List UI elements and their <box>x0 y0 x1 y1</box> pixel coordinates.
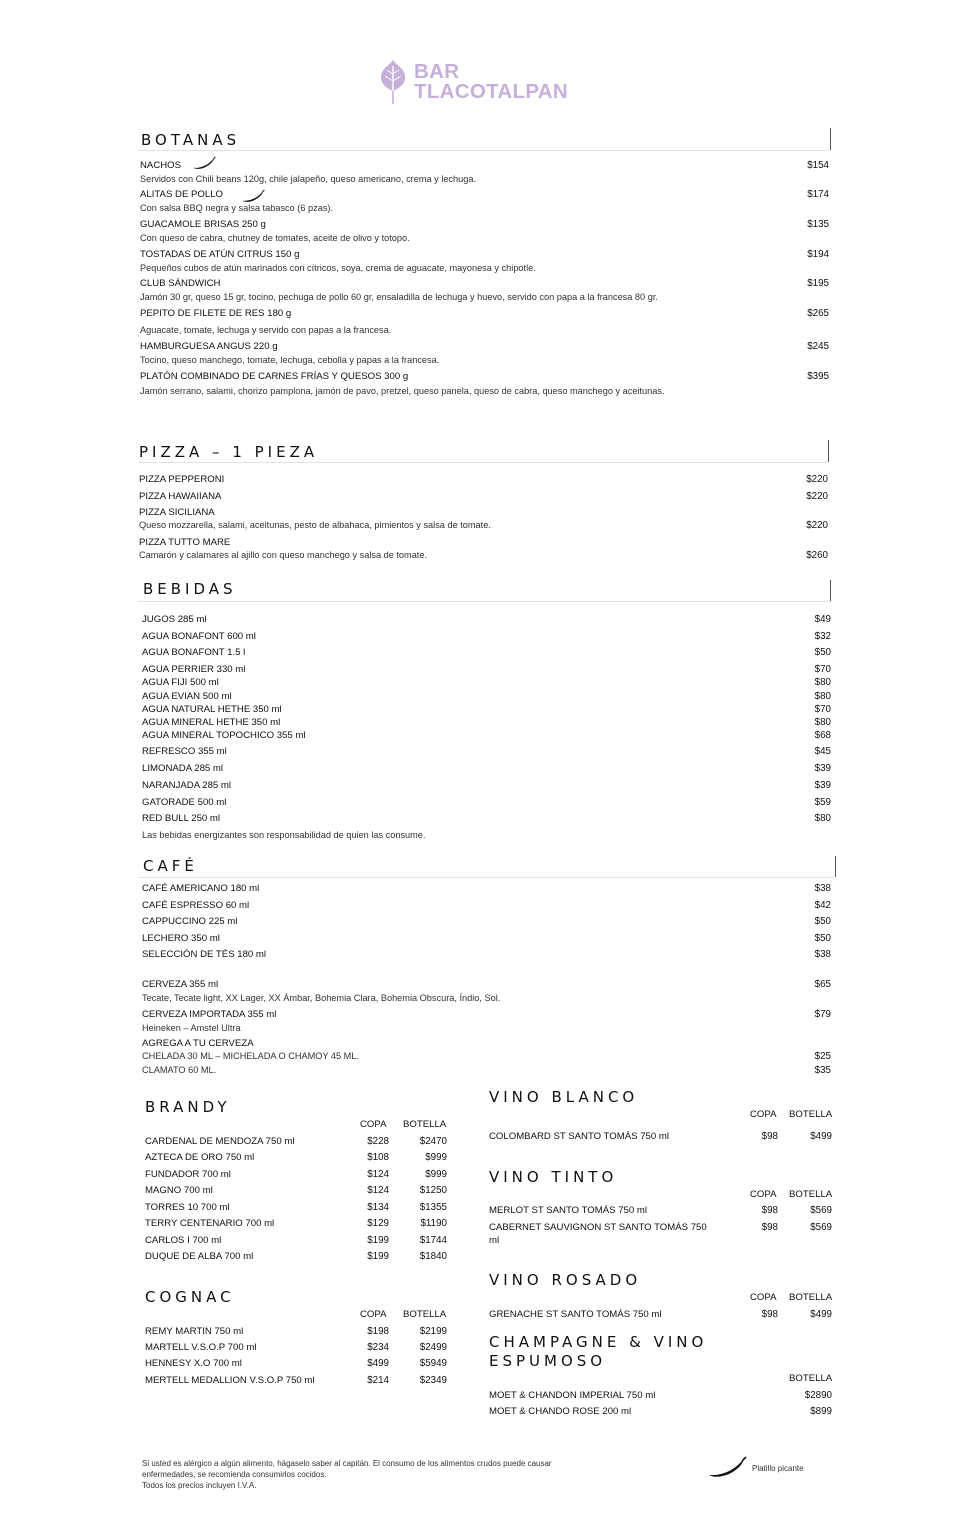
menu-item-name: PIZZA TUTTO MARE <box>139 537 231 548</box>
divider <box>138 462 828 463</box>
menu-item-name: REMY MARTIN 750 ml <box>145 1326 244 1337</box>
section-title-brandy: BRANDY <box>145 1098 231 1116</box>
section-title-vino-tinto: VINO TINTO <box>489 1168 618 1186</box>
menu-item-name: AGUA BONAFONT 600 ml <box>142 631 256 642</box>
menu-item-price: $220 <box>806 491 828 502</box>
menu-item-name: AGUA EVIAN 500 ml <box>142 691 232 702</box>
menu-item-name: HAMBURGUESA ANGUS 220 g <box>140 341 278 352</box>
price-copa: $134 <box>367 1202 389 1213</box>
column-header-botella: BOTELLA <box>789 1189 833 1200</box>
menu-item-name: GATORADE 500 ml <box>142 797 227 808</box>
column-header-copa: COPA <box>750 1109 777 1120</box>
column-header-copa: COPA <box>750 1292 777 1303</box>
menu-item-desc: Queso mozzarella, salami, aceitunas, pesto de albahaca, pimientos y salsa de tomate. <box>139 520 491 530</box>
section-title-botanas: BOTANAS <box>141 131 241 149</box>
bebidas-note: Las bebidas energizantes son responsabilidad de quien las consume. <box>142 830 426 840</box>
menu-item-price: $220 <box>806 474 828 485</box>
menu-item-name: AGUA MINERAL HETHE 350 ml <box>142 717 281 728</box>
price-botella: $1355 <box>419 1202 447 1213</box>
menu-item-price: $39 <box>814 780 831 791</box>
menu-item-name: CAFÉ AMERICANO 180 ml <box>142 883 260 894</box>
leaf-icon <box>378 58 408 106</box>
footer-tax-note: Todos los precios incluyen I.V.A. <box>142 1481 257 1490</box>
menu-item-name: CABERNET SAUVIGNON ST SANTO TOMÁS 750 <box>489 1222 707 1233</box>
menu-item-price: $80 <box>814 717 831 728</box>
menu-item-price: $70 <box>814 664 831 675</box>
menu-item-name: NACHOS <box>140 160 182 171</box>
menu-item-price: $154 <box>807 160 829 171</box>
menu-item-price: $59 <box>814 797 831 808</box>
menu-item-price: $65 <box>814 979 831 990</box>
column-header-botella: BOTELLA <box>403 1309 447 1320</box>
menu-item-name: PIZZA SICILIANA <box>139 507 215 518</box>
price-botella: $2890 <box>804 1390 832 1401</box>
menu-item-name: TERRY CENTENARIO 700 ml <box>145 1218 275 1229</box>
menu-item-desc: Con queso de cabra, chutney de tomates, aceite de olivo y totopo. <box>140 233 410 243</box>
menu-item-name: HENNESY X.O 700 ml <box>145 1358 242 1369</box>
price-botella: $999 <box>425 1169 447 1180</box>
price-botella: $569 <box>810 1222 832 1233</box>
section-title-bebidas: BEBIDAS <box>143 580 237 598</box>
price-botella: $2199 <box>419 1326 447 1337</box>
menu-item-name: RED BULL 250 ml <box>142 813 221 824</box>
divider-tick <box>828 440 829 462</box>
menu-item-name: MOET & CHANDON IMPERIAL 750 ml <box>489 1390 656 1401</box>
menu-item-price: $194 <box>807 249 829 260</box>
menu-item-name: NARANJADA 285 ml <box>142 780 232 791</box>
addon-price: $25 <box>814 1051 831 1062</box>
menu-item-price: $45 <box>814 746 831 757</box>
menu-item-price: $135 <box>807 219 829 230</box>
price-botella: $2349 <box>419 1375 447 1386</box>
column-header-botella: BOTELLA <box>789 1292 833 1303</box>
section-title-vino-rosado: VINO ROSADO <box>489 1271 642 1289</box>
menu-item-desc: Jamón serrano, salami, chorizo pamplona, jamón de pavo, pretzel, queso panela, queso de cabra, queso manchego y aceitunas. <box>140 386 665 396</box>
menu-item-name: ALITAS DE POLLO <box>140 189 223 200</box>
price-botella: $1840 <box>419 1251 447 1262</box>
menu-item-name: AGUA FIJI 500 ml <box>142 677 219 688</box>
menu-item-name: SELECCIÓN DE TÉS 180 ml <box>142 949 267 960</box>
menu-item-price: $195 <box>807 278 829 289</box>
menu-item-name: LECHERO 350 ml <box>142 933 220 944</box>
menu-item-desc: Pequeños cubos de atún marinados con cítricos, soya, crema de aguacate, mayonesa y chipotle. <box>140 263 536 273</box>
menu-item-name: MERTELL MEDALLION V.S.O.P 750 ml <box>145 1375 315 1386</box>
menu-item-name: CARLOS I 700 ml <box>145 1235 222 1246</box>
price-copa: $214 <box>367 1375 389 1386</box>
menu-item-name: MERLOT ST SANTO TOMÁS 750 ml <box>489 1205 647 1216</box>
divider <box>138 877 835 878</box>
menu-item-name: CERVEZA 355 ml <box>142 979 219 990</box>
column-header-copa: COPA <box>360 1309 387 1320</box>
menu-item-name: MOET & CHANDO ROSE 200 ml <box>489 1406 632 1417</box>
menu-item-name: AGUA PERRIER 330 ml <box>142 664 246 675</box>
price-copa: $98 <box>761 1131 778 1142</box>
menu-item-name: AGUA BONAFONT 1.5 l <box>142 647 246 658</box>
menu-item-desc: Con salsa BBQ negra y salsa tabasco (6 pzas). <box>140 203 334 213</box>
menu-item-desc: Jamón 30 gr, queso 15 gr, tocino, pechuga de pollo 60 gr, ensaladilla de lechuga y huevo, servido con papa a la francesa 80 gr. <box>140 292 658 302</box>
price-botella: $499 <box>810 1131 832 1142</box>
menu-item-name: GRENACHE ST SANTO TOMÁS 750 ml <box>489 1309 662 1320</box>
section-title-champagne-line2: ESPUMOSO <box>489 1352 607 1370</box>
menu-item-price: $50 <box>814 647 831 658</box>
menu-item-price: $38 <box>814 883 831 894</box>
section-title-champagne: CHAMPAGNE & VINO <box>489 1333 708 1351</box>
column-header-botella: BOTELLA <box>789 1109 833 1120</box>
menu-item-price: $395 <box>807 371 829 382</box>
price-copa: $199 <box>367 1235 389 1246</box>
chili-pepper-icon <box>241 189 265 203</box>
legend-label: Platillo picante <box>752 1464 804 1473</box>
price-copa: $129 <box>367 1218 389 1229</box>
divider <box>138 150 830 151</box>
menu-item-name: LIMONADA 285 ml <box>142 763 224 774</box>
brand-logo <box>378 58 598 110</box>
brand-name <box>414 62 568 102</box>
menu-item-name: MAGNO 700 ml <box>145 1185 213 1196</box>
price-botella: $1250 <box>419 1185 447 1196</box>
menu-item-desc: Aguacate, tomate, lechuga y servido con papas a la francesa. <box>140 325 392 335</box>
menu-item-name: PLATÓN COMBINADO DE CARNES FRÍAS Y QUESOS 300 g <box>140 371 409 382</box>
menu-item-price: $174 <box>807 189 829 200</box>
menu-item-desc: Camarón y calamares al ajillo con queso manchego y salsa de tomate. <box>139 550 428 560</box>
menu-item-price: $49 <box>814 614 831 625</box>
menu-item-name: TOSTADAS DE ATÚN CITRUS 150 g <box>140 249 300 260</box>
column-header-botella: BOTELLA <box>789 1373 833 1384</box>
menu-item-name: TORRES 10 700 ml <box>145 1202 230 1213</box>
menu-item-desc: Heineken – Amstel Ultra <box>142 1023 241 1033</box>
menu-item-price: $38 <box>814 949 831 960</box>
column-header-copa: COPA <box>360 1119 387 1130</box>
section-title-vino-blanco: VINO BLANCO <box>489 1088 639 1106</box>
menu-item-name: PIZZA PEPPERONI <box>139 474 225 485</box>
menu-item-desc: Tocino, queso manchego, tomate, lechuga, cebolla y papas a la francesa. <box>140 355 440 365</box>
brand-line2: TLACOTALPAN <box>414 80 568 103</box>
addon-option: CLAMATO 60 ML. <box>142 1065 217 1075</box>
price-copa: $499 <box>367 1358 389 1369</box>
chili-pepper-icon <box>192 156 216 170</box>
price-copa: $124 <box>367 1169 389 1180</box>
divider-tick <box>835 856 836 877</box>
menu-item-desc: Tecate, Tecate light, XX Lager, XX Ámbar, Bohemia Clara, Bohemia Obscura, Índio, Sol. <box>142 993 501 1003</box>
menu-item-price: $245 <box>807 341 829 352</box>
menu-item-name: PIZZA HAWAIIANA <box>139 491 222 502</box>
column-header-copa: COPA <box>750 1189 777 1200</box>
divider <box>138 601 830 602</box>
menu-item-price: $42 <box>814 900 831 911</box>
menu-item-desc: Servidos con Chili beans 120g, chile jalapeño, queso americano, crema y lechuga. <box>140 174 477 184</box>
menu-item-name: GUACAMOLE BRISAS 250 g <box>140 219 266 230</box>
menu-item-name: CLUB SÁNDWICH <box>140 278 221 289</box>
section-title-pizza: PIZZA – 1 PIEZA <box>139 443 319 461</box>
menu-item-name: JUGOS 285 ml <box>142 614 207 625</box>
menu-item-name: CERVEZA IMPORTADA 355 ml <box>142 1009 277 1020</box>
menu-item-name-cont: ml <box>489 1235 500 1246</box>
footer-disclaimer-line2: enfermedades, se recomienda consumirlos cocidos. <box>142 1470 327 1479</box>
addon-price: $35 <box>814 1065 831 1076</box>
column-header-botella: BOTELLA <box>403 1119 447 1130</box>
menu-item-price: $32 <box>814 631 831 642</box>
menu-item-name: CAPPUCCINO 225 ml <box>142 916 238 927</box>
price-copa: $124 <box>367 1185 389 1196</box>
menu-item-price: $68 <box>814 730 831 741</box>
price-botella: $2499 <box>419 1342 447 1353</box>
menu-item-name: DUQUE DE ALBA 700 ml <box>145 1251 254 1262</box>
menu-item-price: $265 <box>807 308 829 319</box>
footer-disclaimer: Si usted es alérgico a algún alimento, hágaselo saber al capitán. El consumo de los alimentos crudos puede causar <box>142 1459 552 1468</box>
price-copa: $108 <box>367 1152 389 1163</box>
price-copa: $199 <box>367 1251 389 1262</box>
menu-item-price: $70 <box>814 704 831 715</box>
menu-item-name: PEPITO DE FILETE DE RES 180 g <box>140 308 292 319</box>
menu-item-name: FUNDADOR 700 ml <box>145 1169 231 1180</box>
section-title-cognac: COGNAC <box>145 1288 235 1306</box>
menu-item-price: $80 <box>814 813 831 824</box>
menu-item-name: CARDENAL DE MENDOZA 750 ml <box>145 1136 295 1147</box>
price-botella: $2470 <box>419 1136 447 1147</box>
price-copa: $228 <box>367 1136 389 1147</box>
price-botella: $5949 <box>419 1358 447 1369</box>
menu-item-price: $260 <box>806 550 828 561</box>
menu-item-price: $39 <box>814 763 831 774</box>
menu-item-price: $79 <box>814 1009 831 1020</box>
price-copa: $198 <box>367 1326 389 1337</box>
price-copa: $234 <box>367 1342 389 1353</box>
menu-item-price: $80 <box>814 691 831 702</box>
price-copa: $98 <box>761 1309 778 1320</box>
divider-tick <box>830 580 831 601</box>
menu-item-name: AZTECA DE ORO 750 ml <box>145 1152 255 1163</box>
menu-item-name: AGUA NATURAL HETHE 350 ml <box>142 704 282 715</box>
chili-pepper-icon <box>707 1456 747 1478</box>
menu-item-price: $50 <box>814 916 831 927</box>
price-botella: $499 <box>810 1309 832 1320</box>
price-botella: $1190 <box>420 1218 447 1229</box>
menu-item-price: $50 <box>814 933 831 944</box>
menu-item-price: $220 <box>806 520 828 531</box>
addon-title: AGREGA A TU CERVEZA <box>142 1038 254 1049</box>
menu-item-name: AGUA MINERAL TOPOCHICO 355 ml <box>142 730 306 741</box>
price-botella: $569 <box>810 1205 832 1216</box>
price-botella: $999 <box>425 1152 447 1163</box>
divider-tick <box>830 128 831 150</box>
menu-item-name: CAFÉ ESPRESSO 60 ml <box>142 900 250 911</box>
price-copa: $98 <box>761 1205 778 1216</box>
price-copa: $98 <box>761 1222 778 1233</box>
menu-item-name: MARTELL V.S.O.P 700 ml <box>145 1342 257 1353</box>
brand-line1: BAR <box>414 60 460 83</box>
menu-item-name: REFRESCO 355 ml <box>142 746 227 757</box>
price-botella: $899 <box>810 1406 832 1417</box>
price-botella: $1744 <box>419 1235 447 1246</box>
section-title-cafe: CAFÉ <box>143 857 198 875</box>
menu-item-name: COLOMBARD ST SANTO TOMÁS 750 ml <box>489 1131 670 1142</box>
menu-item-price: $80 <box>814 677 831 688</box>
addon-option: CHELADA 30 ML – MICHELADA O CHAMOY 45 ML. <box>142 1051 359 1061</box>
